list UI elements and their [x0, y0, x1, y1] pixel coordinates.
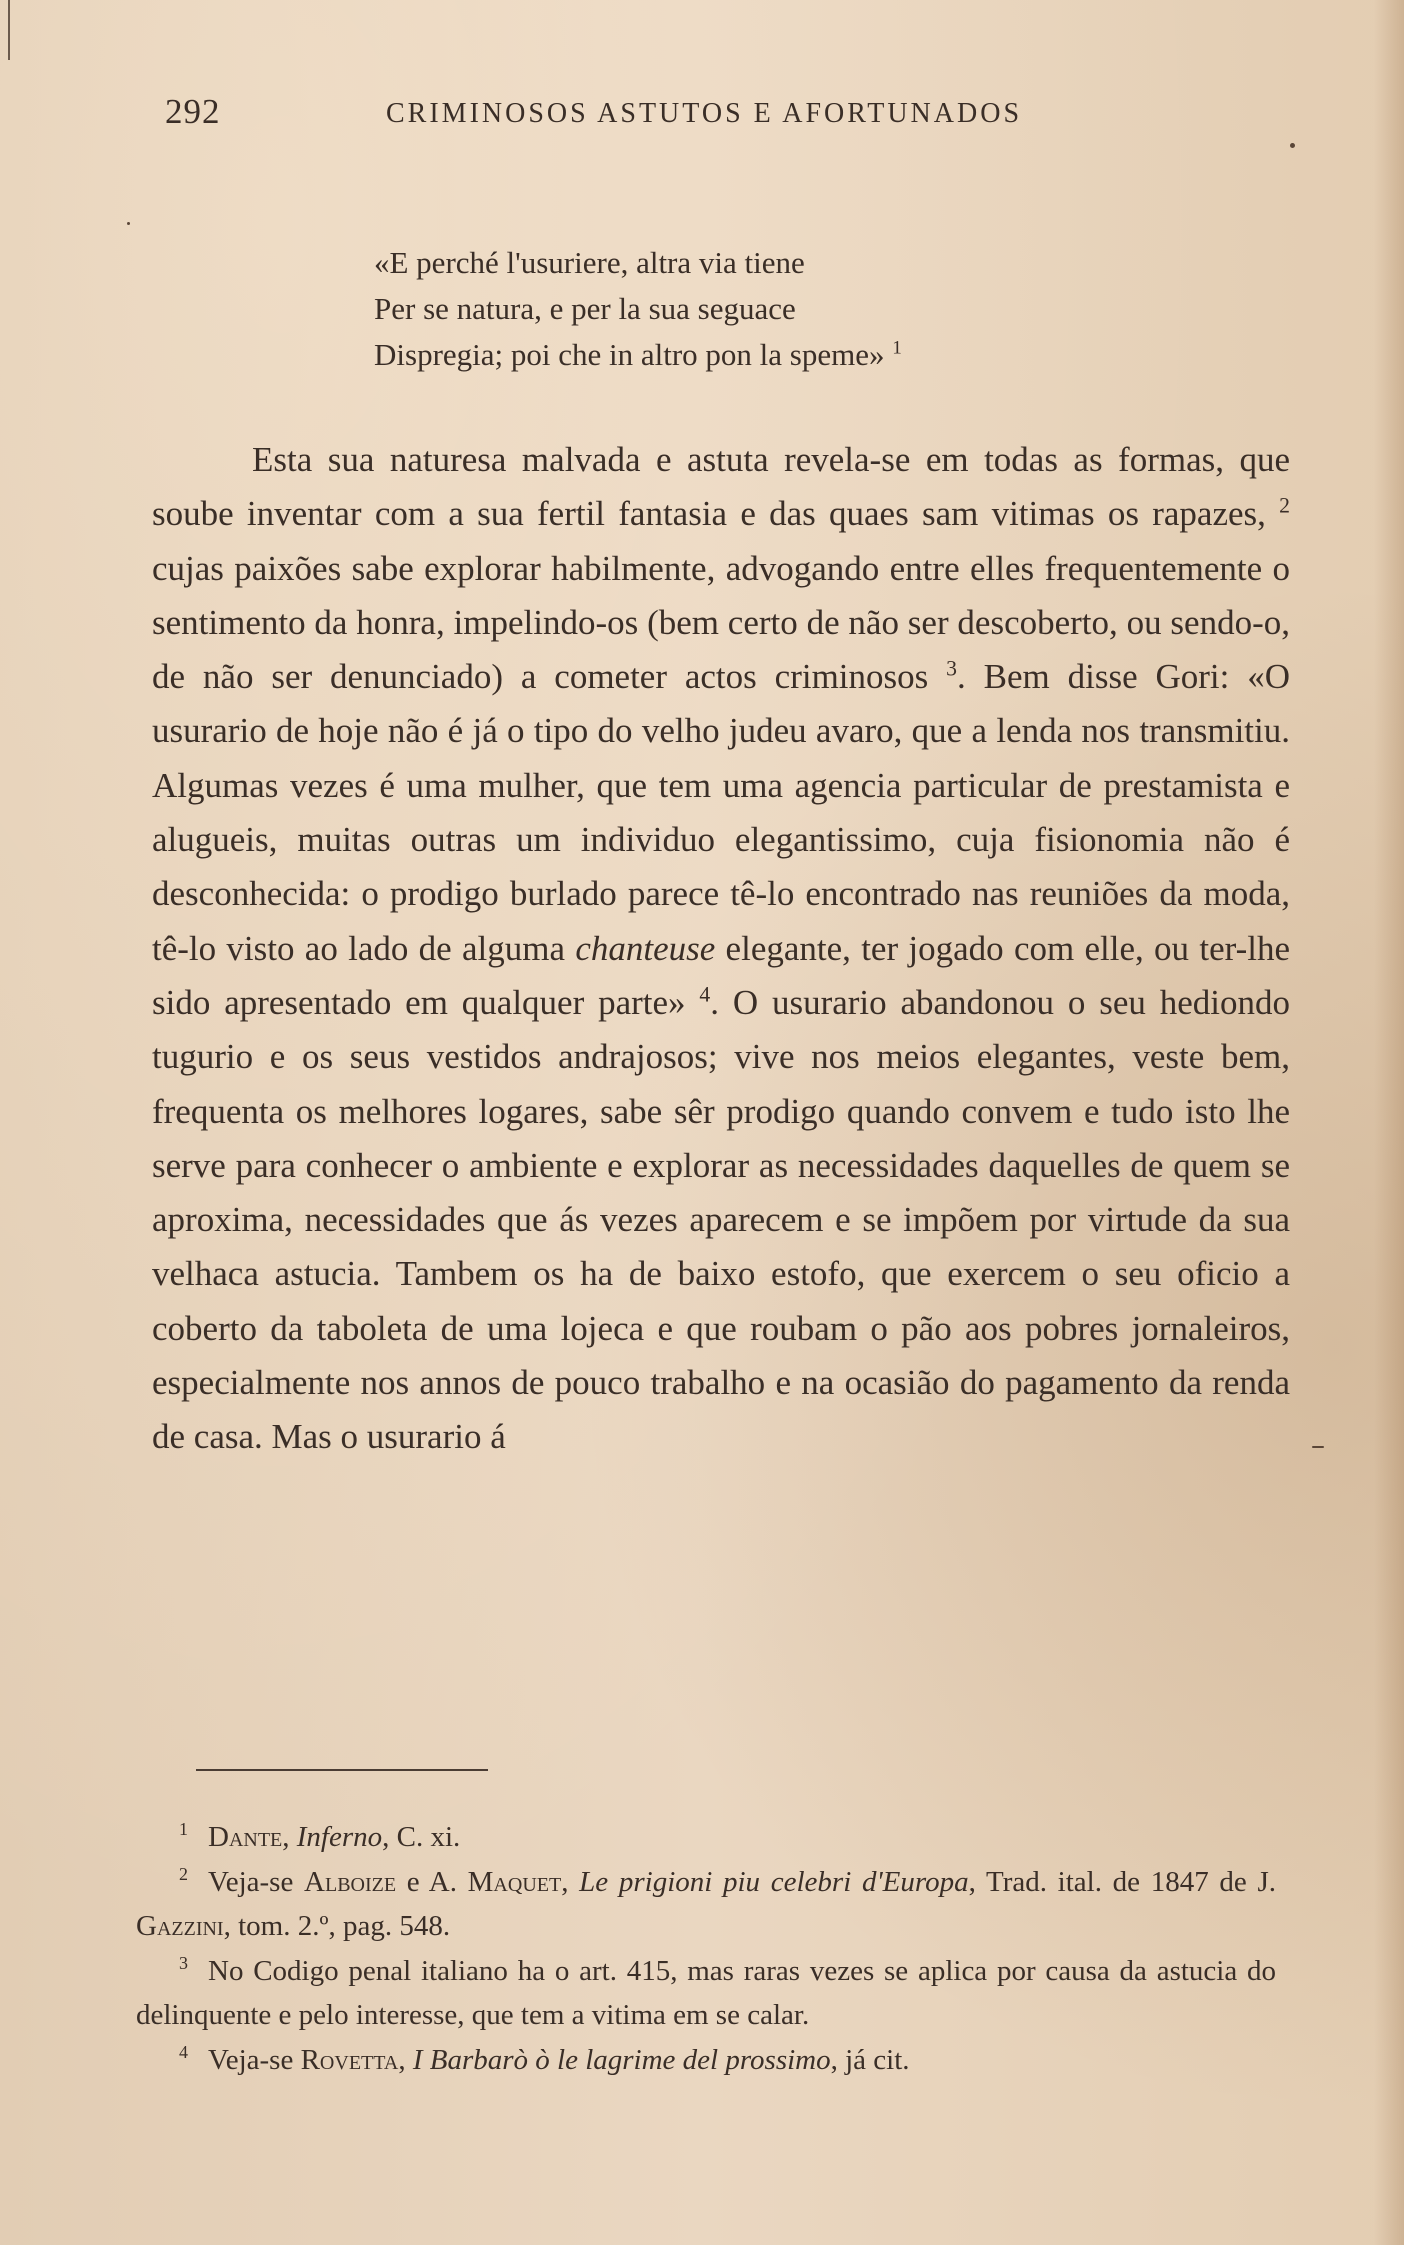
footnote-1: 1 Dante, Inferno, C. xi.	[179, 1819, 461, 1853]
verse-quote	[374, 240, 902, 378]
page-number: 292	[165, 92, 221, 131]
footnote-text: ,	[282, 1821, 297, 1853]
verse-line	[374, 332, 902, 378]
page-header	[0, 92, 1404, 140]
body-text-segment: elegante, ter jogado com elle, ou ter-lhe sido apresentado em qualquer parte»	[152, 928, 1290, 1022]
footnote-3: 3 No Codigo penal italiano ha o art. 415, mas raras vezes se aplica por causa da astucia do delinquente e pelo interesse, que tem a vitima em se calar.	[136, 1952, 1276, 2031]
ink-speck	[127, 222, 130, 225]
footnote-text: ,	[561, 1865, 580, 1898]
footnote-2: 2 Veja-se Alboize e A. Maquet, Le prigioni piu celebri d'Europa, Trad. ital. de 1847 de J. Gazzini, tom. 2.º, pag. 548.	[136, 1863, 1277, 1942]
running-title: CRIMINOSOS ASTUTOS E AFORTUNADOS	[386, 98, 1023, 129]
footnote-separator	[196, 1769, 488, 1771]
footnotes	[136, 1815, 1276, 2082]
page-edge-line	[8, 0, 10, 60]
footnote-4: 4 Veja-se Rovetta, I Barbarò ò le lagrime del prossimo, já cit.	[179, 2041, 910, 2076]
footnote-text: No Codigo penal italiano ha o art. 415, mas raras vezes se aplica por causa da astucia do delinquente e pelo interesse, que tem a vitima em se calar.	[136, 1954, 1276, 2031]
footnote-text: , C. xi.	[382, 1821, 461, 1853]
body-text-segment: . O usurario abandonou o seu hediondo tugurio e os seus vestidos andrajosos; vive nos meios elegantes, veste bem, frequenta os melhores logares, sabe sêr prodigo quando convem e tudo isto lhe serve para conhecer o ambiente e explorar as necessidades daquelles de quem se aproxima, necessidades que ás vezes aparecem e se impõem por virtude da sua velhaca astucia. Tambem os ha de baixo estofo, que exercem o seu oficio a coberto da taboleta de uma lojeca e que roubam o pão aos pobres jornaleiros, especialmente nos annos de pouco trabalho e na ocasião do pagamento da renda de casa. Mas o usurario á	[152, 982, 1291, 1457]
footnote-title: Le prigioni piu celebri d'Europa	[579, 1865, 969, 1898]
body-paragraph	[152, 433, 1290, 1465]
footnote-text: Veja-se	[208, 2043, 301, 2076]
footnote-text: , Trad. ital. de 1847 de J.	[968, 1865, 1277, 1898]
verse-line: «E perché l'usuriere, altra via tiene	[374, 245, 805, 280]
footnote-text: Veja-se	[208, 1865, 305, 1898]
footnote-author: Gazzini	[136, 1910, 224, 1942]
body-text-segment: . Bem disse Gori: «O usurario de hoje não é já o tipo do velho judeu avaro, que a lenda nos transmitiu. Algumas vezes é uma mulher, que tem uma agencia particular de prestamista e alugueis, muitas outras um individuo elegantissimo, cuja fisionomia não é desconhecida: o prodigo burlado parece tê-lo encontrado nas reuniões da moda, tê-lo visto ao lado de alguma	[152, 657, 1291, 968]
footnote-author: Alboize	[304, 1865, 397, 1898]
ink-speck	[1290, 143, 1295, 148]
footnote-text: ,	[398, 2043, 413, 2076]
body-text-segment: cujas paixões sabe explorar habilmente, advogando entre elles frequentemente o sentimento da honra, impelindo-os (bem certo de não ser descoberto, ou sendo-o, de não ser denunciado) a cometer actos criminosos	[152, 548, 1290, 697]
footnote-ref: 2	[1279, 493, 1291, 518]
italic-term: chanteuse	[575, 928, 716, 968]
ink-speck	[1312, 1446, 1324, 1448]
footnote-text: , já cit.	[830, 2043, 910, 2076]
verse-line-text: Dispregia; poi che in altro pon la speme»	[374, 337, 885, 372]
footnote-author: Maquet	[467, 1865, 562, 1898]
footnote-ref: 3	[946, 656, 957, 681]
verse-line: Per se natura, e per la sua seguace	[374, 291, 796, 326]
footnote-title: Inferno	[296, 1821, 383, 1853]
footnote-author: Dante	[208, 1821, 283, 1853]
footnote-text: , tom. 2.º, pag. 548.	[223, 1910, 451, 1942]
footnote-title: I Barbarò ò le lagrime del prossimo	[412, 2043, 831, 2076]
footnote-ref: 1	[892, 337, 902, 359]
footnote-text: e A.	[396, 1865, 468, 1898]
body-text-segment: Esta sua naturesa malvada e astuta revela-se em todas as formas, que soube inventar com a sua fertil fantasia e das quaes sam vitimas os rapazes,	[152, 440, 1290, 534]
footnote-author: Rovetta	[300, 2043, 399, 2076]
footnote-ref: 4	[699, 982, 711, 1007]
